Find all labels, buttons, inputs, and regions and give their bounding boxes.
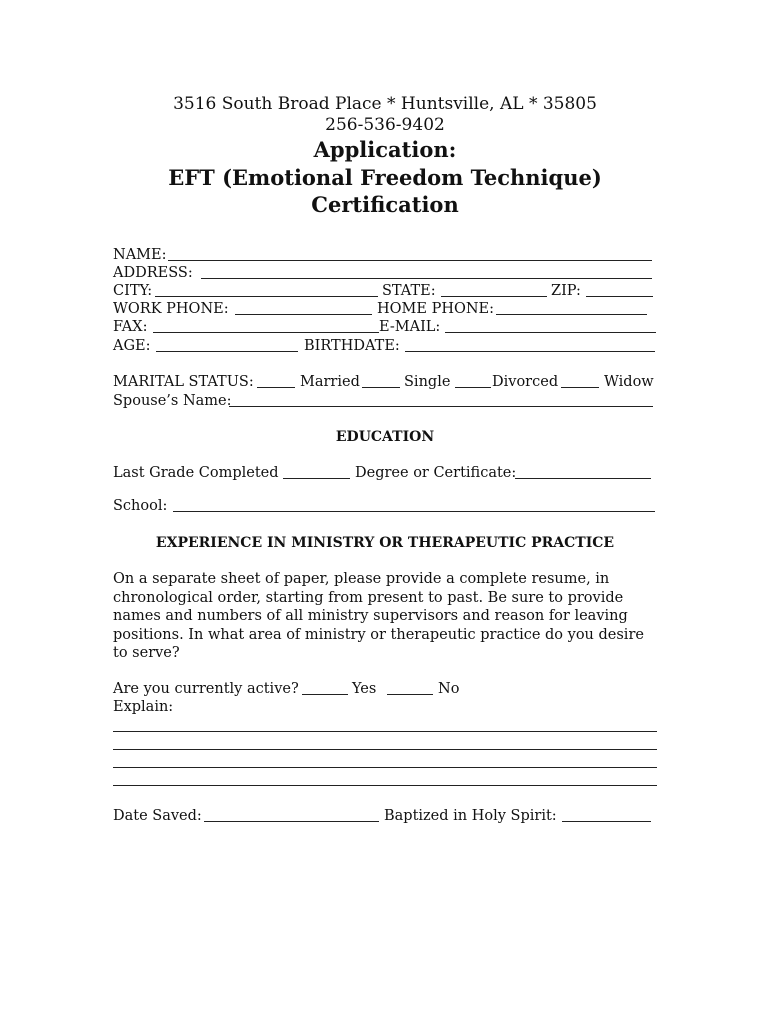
fax-label: FAX:	[113, 319, 148, 335]
age-birthdate-row	[113, 337, 658, 355]
email-label: E-MAIL:	[379, 319, 441, 335]
explain-line-4[interactable]	[113, 785, 657, 786]
single-label: Single	[404, 374, 451, 390]
birthdate-label: BIRTHDATE:	[304, 338, 400, 354]
single-field[interactable]	[362, 387, 400, 388]
currently-active-label: Are you currently active?	[113, 681, 299, 697]
form-title-certification: Certification	[311, 192, 459, 217]
address-field[interactable]	[201, 278, 652, 279]
work-phone-label: WORK PHONE:	[113, 301, 229, 317]
home-phone-field[interactable]	[496, 314, 647, 315]
widow-label: Widow	[604, 374, 654, 390]
marital-status-label: MARITAL STATUS:	[113, 374, 254, 390]
explain-label: Explain:	[113, 699, 174, 715]
no-label: No	[438, 681, 460, 697]
fax-field[interactable]	[153, 332, 379, 333]
yes-label: Yes	[352, 681, 377, 697]
form-title-application: Application:	[313, 137, 457, 162]
last-grade-row	[113, 464, 658, 482]
city-state-zip-row	[113, 282, 658, 300]
experience-instructions: On a separate sheet of paper, please provide a complete resume, in chronological order, starting from present to past. Be sure to provide names and numbers of all ministry supervisors and reason for leaving positions. In what area of ministry or therapeutic practice do you desire to serve?	[113, 571, 644, 661]
age-field[interactable]	[156, 351, 298, 352]
email-field[interactable]	[445, 332, 656, 333]
date-saved-label: Date Saved:	[113, 808, 202, 824]
name-field[interactable]	[168, 260, 652, 261]
last-grade-label: Last Grade Completed	[113, 465, 279, 481]
form-title-eft: EFT (Emotional Freedom Technique)	[168, 165, 602, 190]
married-field[interactable]	[257, 387, 295, 388]
currently-active-row	[113, 680, 658, 698]
explain-line-1[interactable]	[113, 731, 657, 732]
date-saved-field[interactable]	[204, 821, 379, 822]
zip-field[interactable]	[586, 296, 653, 297]
city-field[interactable]	[155, 296, 378, 297]
baptized-label: Baptized in Holy Spirit:	[384, 808, 557, 824]
home-phone-label: HOME PHONE:	[377, 301, 495, 317]
school-label: School:	[113, 498, 168, 514]
degree-label: Degree or Certificate:	[355, 465, 517, 481]
degree-field[interactable]	[515, 478, 651, 479]
active-yes-field[interactable]	[302, 694, 348, 695]
divorced-label: Divorced	[492, 374, 559, 390]
name-row	[113, 246, 658, 264]
state-field[interactable]	[441, 296, 547, 297]
spouse-name-label: Spouse’s Name:	[113, 393, 232, 409]
address-label: ADDRESS:	[113, 265, 193, 281]
phone-row	[113, 300, 658, 318]
organization-phone: 256-536-9402	[325, 115, 445, 135]
date-saved-row	[113, 807, 658, 825]
last-grade-field[interactable]	[283, 478, 350, 479]
name-label: NAME:	[113, 247, 167, 263]
spouse-name-field[interactable]	[229, 406, 653, 407]
baptized-field[interactable]	[562, 821, 651, 822]
school-row	[113, 497, 658, 515]
spouse-row	[113, 392, 658, 410]
widow-field[interactable]	[561, 387, 599, 388]
address-row	[113, 264, 658, 282]
work-phone-field[interactable]	[235, 314, 372, 315]
explain-line-3[interactable]	[113, 767, 657, 768]
city-label: CITY:	[113, 283, 153, 299]
explain-row	[113, 698, 658, 716]
state-label: STATE:	[382, 283, 436, 299]
education-heading: EDUCATION	[335, 429, 435, 445]
experience-heading: EXPERIENCE IN MINISTRY OR THERAPEUTIC PRACTICE	[155, 535, 615, 551]
explain-line-2[interactable]	[113, 749, 657, 750]
birthdate-field[interactable]	[405, 351, 655, 352]
married-label: Married	[300, 374, 360, 390]
divorced-field[interactable]	[455, 387, 491, 388]
age-label: AGE:	[113, 338, 151, 354]
zip-label: ZIP:	[551, 283, 581, 299]
organization-address: 3516 South Broad Place * Huntsville, AL * 35805	[173, 94, 597, 114]
active-no-field[interactable]	[387, 694, 433, 695]
school-field[interactable]	[173, 511, 655, 512]
marital-status-row	[113, 373, 658, 391]
fax-email-row	[113, 318, 658, 336]
